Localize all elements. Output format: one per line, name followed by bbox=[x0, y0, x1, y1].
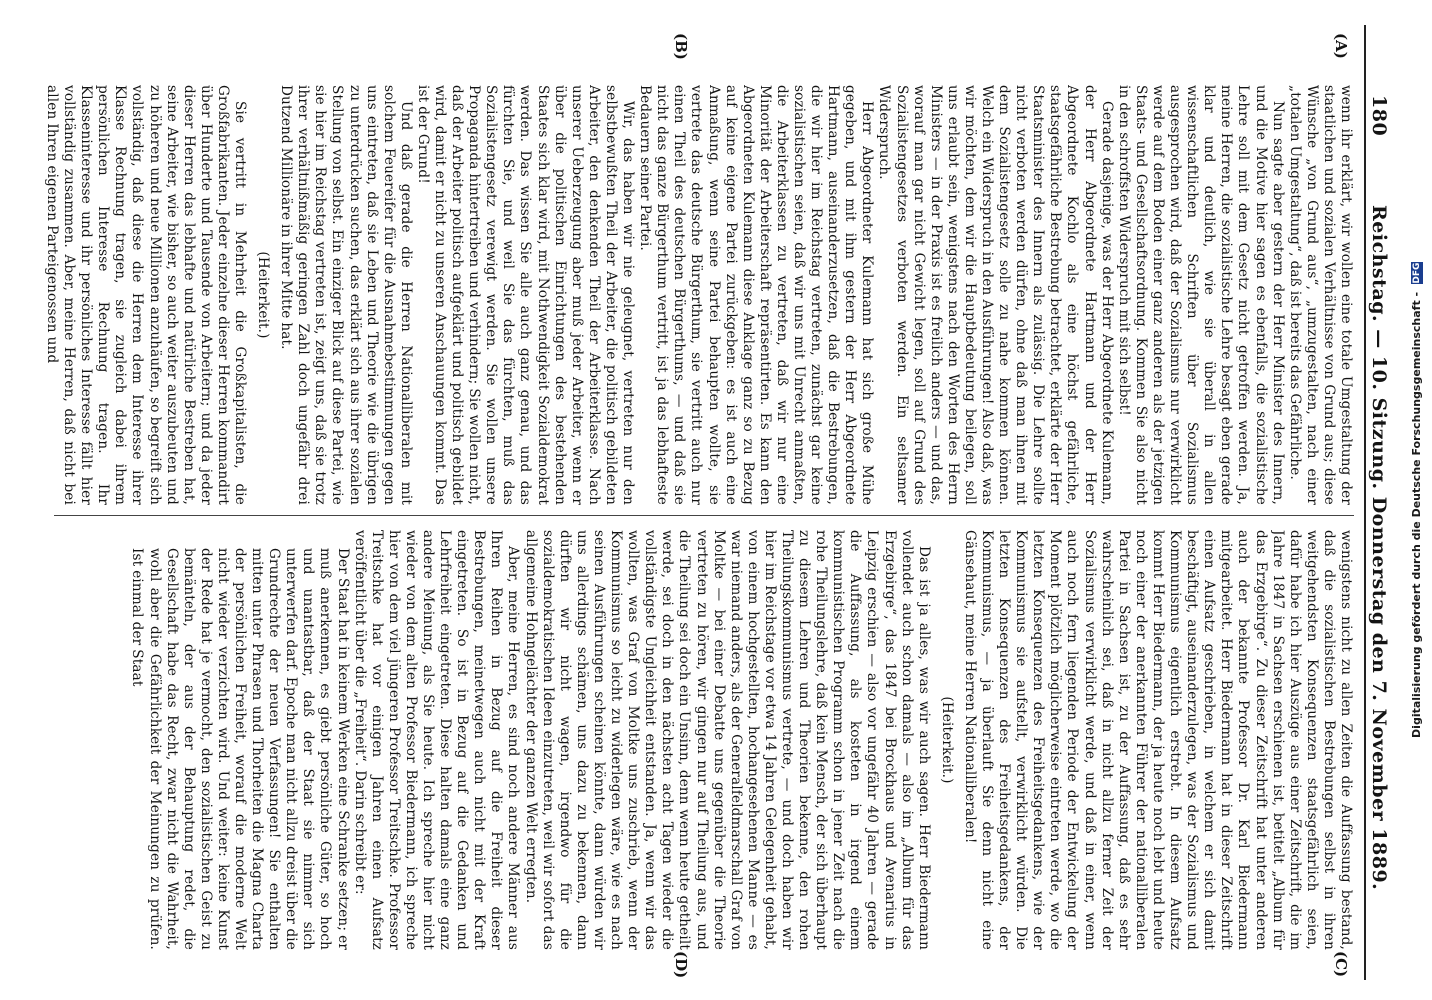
digitization-footer bbox=[1410, 0, 1428, 1000]
paragraph: Das ist ja alles, was wir auch sagen. Herr Biedermann vollendet auch schon damals — also im „Album für das Erzgebirge“, das 1847 bei Brockhaus und Avenarius in Leipzig erschien — also vor ungefähr 40 Jahren — gerade die Auffassung, als kosteten in irgend einem kommunistischen Programm schon in jener Zeit nach die rohe Theilungslehre, daß kein Mensch, der sich überhaupt zu diesem Lehren und Theorien bekenne, den rohen Theilungskommunismus vertrete, — und doch haben wir hier im Reichstage vor etwa 14 Jahren Gelegenheit gehabt, von einem hochgestellten, hochangesehenen Manne — es war niemand anders, als der Generalfeldmarschall Graf von Moltke — bei einer Debatte uns gegenüber die Theorie vertreten zu hören, wir gingen nur auf Theilung aus, und die Theilung sei doch ein Unsinn, denn wenn heute getheilt werde, sei doch in den nächsten acht Tagen wieder die vollständigste Ungleichheit entstanden. Ja, wenn wir das wollten, was Graf von Moltke uns zuschrieb, wenn der Kommunismus so leicht zu widerlegen wäre, wie es nach seinen Ausführungen scheinen könnte, dann würden wir uns allerdings schämen, uns dazu zu bekennen, dann dürften wir nicht wagen, irgendwo für die sozialdemokratischen Ideen einzutreten, weil wir sofort das allgemeine Hohngelächter der ganzen Welt erregten. bbox=[522, 530, 932, 950]
paragraph: Aber, meine Herren, es sind noch andere Männer aus Ihren Reihen in Bezug auf die Freiheit dieser Bestrebungen, meinetwegen auch nicht mit der Kraft eingetreten. So ist in Bezug auf die Gedanken und Lehrfreiheit eingetreten. Diese halten damals eine ganz andere Meinung, als Sie heute. Ich spreche hier nicht wieder von dem alten Professor Biedermann, ich spreche hier von dem viel jüngeren Professor Treitschke. Professor Treitschke hat vor einigen Jahren einen Aufsatz veröffentlicht über die „Freiheit“. Darin schreibt er: bbox=[351, 530, 522, 950]
header-title: Reichstag. — 10. Sitzung. Donnerstag den 7. November 1889. bbox=[1368, 205, 1390, 891]
margin-mark-b: (B) bbox=[672, 33, 690, 60]
paragraph: Wir, das haben wir nie geleugnet, vertreten nur den selbstbewußten Theil der Arbeiter, die politisch gebildeten Arbeiter, den denkenden Theil der Arbeiterklasse. Nach unserer Ueberzeugung aber muß jeder Arbeiter, wenn er über die politischen Einrichtungen des bestehenden Staates sich klar wird, mit Nothwendigkeit Sozialdemokrat werden. Das wissen Sie alle auch ganz genau, und das fürchten Sie, und weil Sie das fürchten, muß das Sozialistengesetz verewigt werden. Sie wollen unsere Propaganda hintertreiben und verhindern; Sie wollen nicht, daß der Arbeiter politisch aufgeklärt und politisch gebildet wird, damit er nicht zu unseren Anschauungen kommt. Das ist der Grund! bbox=[414, 85, 637, 505]
page-header bbox=[1362, 25, 1390, 980]
column-divider bbox=[54, 515, 1354, 516]
paragraph: Nun sagte aber gestern der Herr Minister des Innern, und die Motive hier sagen es ebenfalls, die sozialistische Lehre soll mit dem Gesetz nicht getroffen werden. Ja, meine Herren, die sozialistische Lehre besagt eben gerade klar und deutlich, wie sie überall in allen wissenschaftlichen Schriften über Sozialismus ausgesprochen wird, daß der Sozialismus nur verwirklicht werde auf dem Boden einer ganz anderen als der jetzigen Staats- und Gesellschaftsordnung. Kommen Sie also nicht in den schroffsten Widerspruch mit sich selbst! bbox=[1115, 85, 1286, 505]
paragraph: Gerade dasjenige, was der Herr Abgeordnete Kulemann, der Herr Abgeordnete Hartmann und der Herr Abgeordnete Kochlo als eine höchst gefährliche, staatsgefährliche Bestrebung betrachtet, erklärte der Herr Staatsminister des Innern als zulässig. Die Lehre sollte nicht verboten werden dürfen, ohne daß man ihnen mit dem Sozialistengesetz solle zu nahe kommen können. Welch ein Widerspruch in den Ausführungen! Also daß, was wir möchten, dem wir die Hauptbedeutung beilegen, soll uns erlaubt sein, wenigstens nach den Worten des Herrn Ministers — in der Praxis ist es freilich anders — und das, worauf man gar nicht Gewicht legen, soll auf Grund des Sozialistengesetzes verboten werden. Ein seltsamer Widerspruch. bbox=[876, 85, 1115, 505]
quotation: Der Staat hat in keinem Werken eine Schranke setzen; er muß anerkennen, es giebt persönliche Güter, so hoch und unantastbar, daß der Staat sie nimmer sich unterwerfen darf. Epoche man nicht allzu dreist über die Grundrechte der neuen Verfassungen! Sie enthalten mitten unter Phrasen und Thorheiten die Magna Charta der persönlichen Freiheit, worauf die moderne Welt nicht wieder verzichten wird. Und weiter: keine Kunst der Rede hat je vermocht, den sozialistischen Geist zu bemänteln, der aus der Behauptung redet, die Gesellschaft habe das Recht, zwar nicht die Wahrheit, wohl aber die Gefährlichkeit der Meinungen zu prüfen. Ist einmal der Staat bbox=[129, 548, 351, 950]
paragraph: wenigstens nicht zu allen Zeiten die Auffassung bestand, daß die sozialistischen Bestrebungen selbst in ihren weitgehendsten Konsequenzen staatsgefährlich seien, dafür habe ich hier Auszüge aus einer Zeitschrift, die im Jahre 1847 in Sachsen erschienen ist, betitelt „Album für das Erzgebirge“. Zu dieser Zeitschrift hat unter anderen auch der bekannte Professor Dr. Karl Biedermann mitgearbeitet. Herr Biedermann hat in dieser Zeitschrift einen Aufsatz geschrieben, in welchem er sich damit beschäftigt, auseinanderzulegen, was der Sozialismus und Kommunismus eigentlich erstrebt. In diesem Aufsatz kommt Herr Biedermann, der ja heute noch lebt und heute noch einer der anerkannten Führer der nationalliberalen Partei in Sachsen ist, zu der Auffassung, daß es sehr wahrscheinlich sei, daß in nicht allzu ferner Zeit der Sozialismus verwirklicht werde, und daß in einer, wenn auch noch fern liegenden Periode der Entwickelung der Moment plötzlich möglicherweise eintreten werde, wo die letzten Konsequenzen des Freiheitsgedankens, wie der Kommunismus sie aufstellt, verwirklicht würden. Die letzten Konsequenzen des Freiheitsgedankens, der Kommunismus, — ja überlauft Sie denn nicht eine Gänsehaut, meine Herren Nationalliberalen! bbox=[961, 530, 1354, 950]
margin-mark-c: (C) bbox=[1332, 951, 1350, 978]
paragraph: Herr Abgeordneter Kulemann hat sich große Mühe gegeben, und mit ihm gestern der Herr Abgeordnete Hartmann, auseinanderzusetzen, daß die Bestrebungen, die wir hier im Reichstag vertreten, zunächst gar keine sozialistischen seien, daß wir uns mit Unrecht anmaßten, die Arbeiterklassen zu vertreten, daß wir nur eine Minorität der Arbeiterschaft repräsentirten. Es kann den Abgeordneten Kulemann diese Anklage ganz so zu Bezug auf keine eigene Partei zurückgeben: es ist auch eine Anmaßung, wenn seine Partei behaupten wollte, sie vertrete das deutsche Bürgerthum, sie vertritt auch nur einen Theil des deutschen Bürgerthums, — und daß sie nicht das ganze Bürgerthum vertritt, ist ja das lebhafteste Bedauern seiner Partei. bbox=[637, 85, 876, 505]
margin-mark-d: (D) bbox=[672, 951, 690, 979]
left-column bbox=[44, 85, 1354, 505]
interjection: (Heiterkeit.) bbox=[938, 696, 955, 784]
dfg-logo-icon: DFG bbox=[1412, 262, 1422, 284]
paragraph: Sie vertritt in Mehrheit die Großkapitalisten, die Großfabrikanten. Jeder einzelne dieser Herren kommandirt über Hunderte und Tausende von Arbeitern; und da jeder dieser Herren das lebhafte und natürliche Bestreben hat, seine Arbeiter, wie bisher, so auch weiter auszubeuten und zu höheren und neue Millionen anzuhäufen, so begreift sich vollständig, daß diese die Herren dem Interesse ihrer Klasse Rechnung tragen, sie zugleich dabei ihrem persönlichen Interesse Rechnung tragen. Ihr Klasseninteresse und ihr persönliches Interesse fällt hier vollständig zusammen. Aber, meine Herren, daß nicht bei allen Ihren eigenen Parteigenossen und bbox=[44, 85, 248, 505]
footer-text: Digitalisierung gefördert durch die Deutsche Forschungsgemeinschaft - bbox=[1410, 291, 1423, 738]
rotated-page-content bbox=[30, 25, 1390, 980]
margin-mark-a: (A) bbox=[1332, 33, 1350, 59]
paragraph: Und daß gerade die Herren Nationalliberalen mit solchem Feuereifer für die Ausnahmebestimmungen gegen uns eintreten, daß sie Leben und Theorie wie die übrigen zu unterdrücken suchen, das erklärt sich aus ihrer sozialen Stellung von selbst. Ein einziger Blick auf diese Partei, wie sie hier im Reichstag vertreten ist, zeigt uns, daß sie trotz ihrer verhältnißmäßig geringen Zahl doch ungefähr drei Dutzend Millionäre in ihrer Mitte hat. bbox=[278, 85, 414, 505]
right-column bbox=[44, 530, 1354, 950]
paragraph: wenn ihr erklärt, wir wollen eine totale Umgestaltung der staatlichen und sozialen Verhältnisse von Grund aus; diese Wünsche „von Grund aus“, „umzugestalten, nach einer „totalen Umgestaltung“, daß ist bereits das Gefährliche. bbox=[1286, 85, 1354, 505]
header-rule bbox=[1364, 25, 1366, 980]
interjection: (Heiterkeit.) bbox=[255, 251, 272, 339]
page-number: 180 bbox=[1368, 95, 1390, 137]
